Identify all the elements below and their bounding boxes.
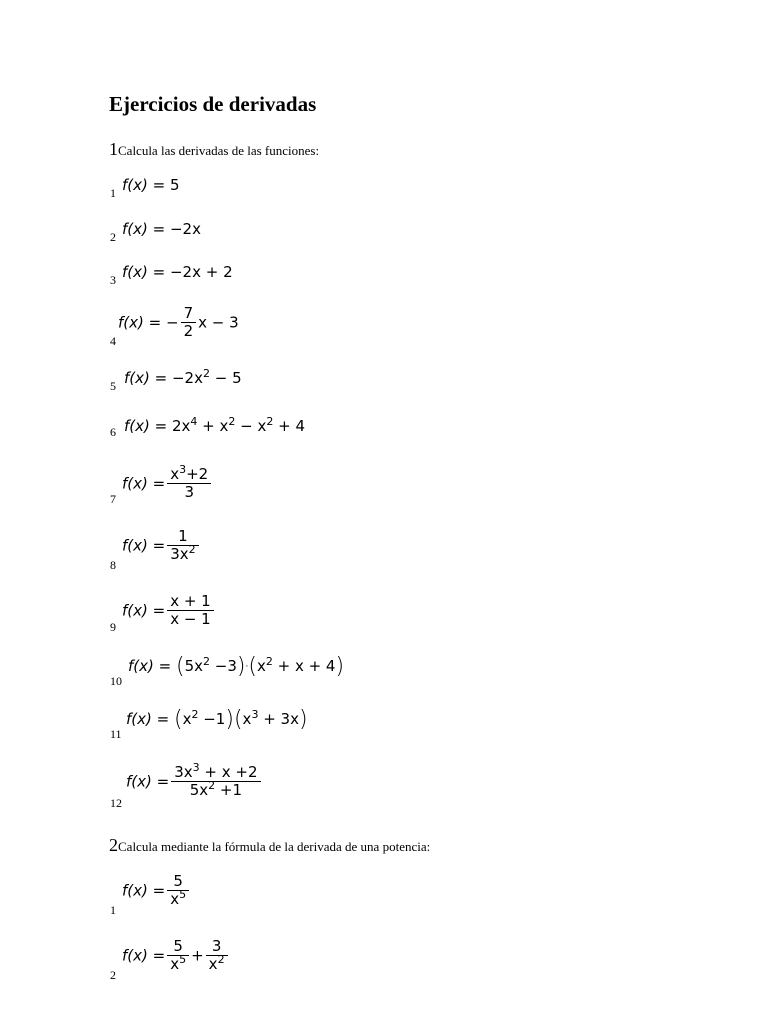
exercise-number: 4	[110, 334, 116, 348]
exercise-number: 7	[110, 492, 116, 506]
section-heading-1	[109, 139, 319, 160]
exercise-number: 3	[110, 273, 116, 287]
exercise-number: 11	[110, 727, 122, 741]
section-number: 1	[109, 139, 118, 159]
exercise-number: 9	[110, 620, 116, 634]
section-heading-2	[109, 835, 430, 856]
exercise-number: 1	[110, 903, 116, 917]
formula: f(x) = − $\frac{7}{2}$ x − 3	[118, 304, 239, 341]
formula: f(x) = $\frac{1}{3x^2}$	[122, 528, 201, 564]
formula: f(x) = $\frac{x^3+2}{3}$	[122, 466, 213, 502]
formula: f(x) = −2x	[122, 220, 201, 238]
formula: $f(x) = -2x^2 - 5$	[124, 367, 242, 387]
exercise-number: 5	[110, 379, 116, 393]
exercise-number: 12	[110, 796, 122, 810]
page-title: Ejercicios de derivadas	[109, 92, 317, 116]
exercise-number: 2	[110, 230, 116, 244]
section-text: Calcula mediante la fórmula de la derivada de una potencia:	[118, 839, 431, 854]
formula: $f(x) = 2x^4 + x^2 - x^2 + 4$	[124, 415, 306, 435]
formula: f(x) = −2x + 2	[122, 263, 233, 281]
formula: f(x) = $\frac{5}{x^5}$ + $\frac{3}{x^2}$	[122, 938, 230, 974]
formula: f(x) = $\frac{3x^3 + x +2}{5x^2 +1}$	[126, 764, 263, 800]
exercise-number: 1	[110, 186, 116, 200]
formula: f(x) = 5	[122, 176, 180, 194]
formula: f(x) = $\frac{5}{x^5}$	[122, 873, 191, 909]
section-text: Calcula las derivadas de las funciones:	[118, 143, 320, 158]
exercise-number: 8	[110, 558, 116, 572]
formula: $f(x) = (x^2 -1)(x^3 + 3x)$	[126, 707, 308, 732]
formula: f(x) = $\frac{x + 1}{x - 1}$	[122, 593, 216, 629]
exercise-number: 6	[110, 425, 116, 439]
exercise-number: 2	[110, 968, 116, 982]
formula: $f(x) = (5x^2 -3)\cdot(x^2 + x + 4)$	[128, 654, 345, 679]
section-number: 2	[109, 835, 118, 855]
exercise-number: 10	[110, 674, 122, 688]
